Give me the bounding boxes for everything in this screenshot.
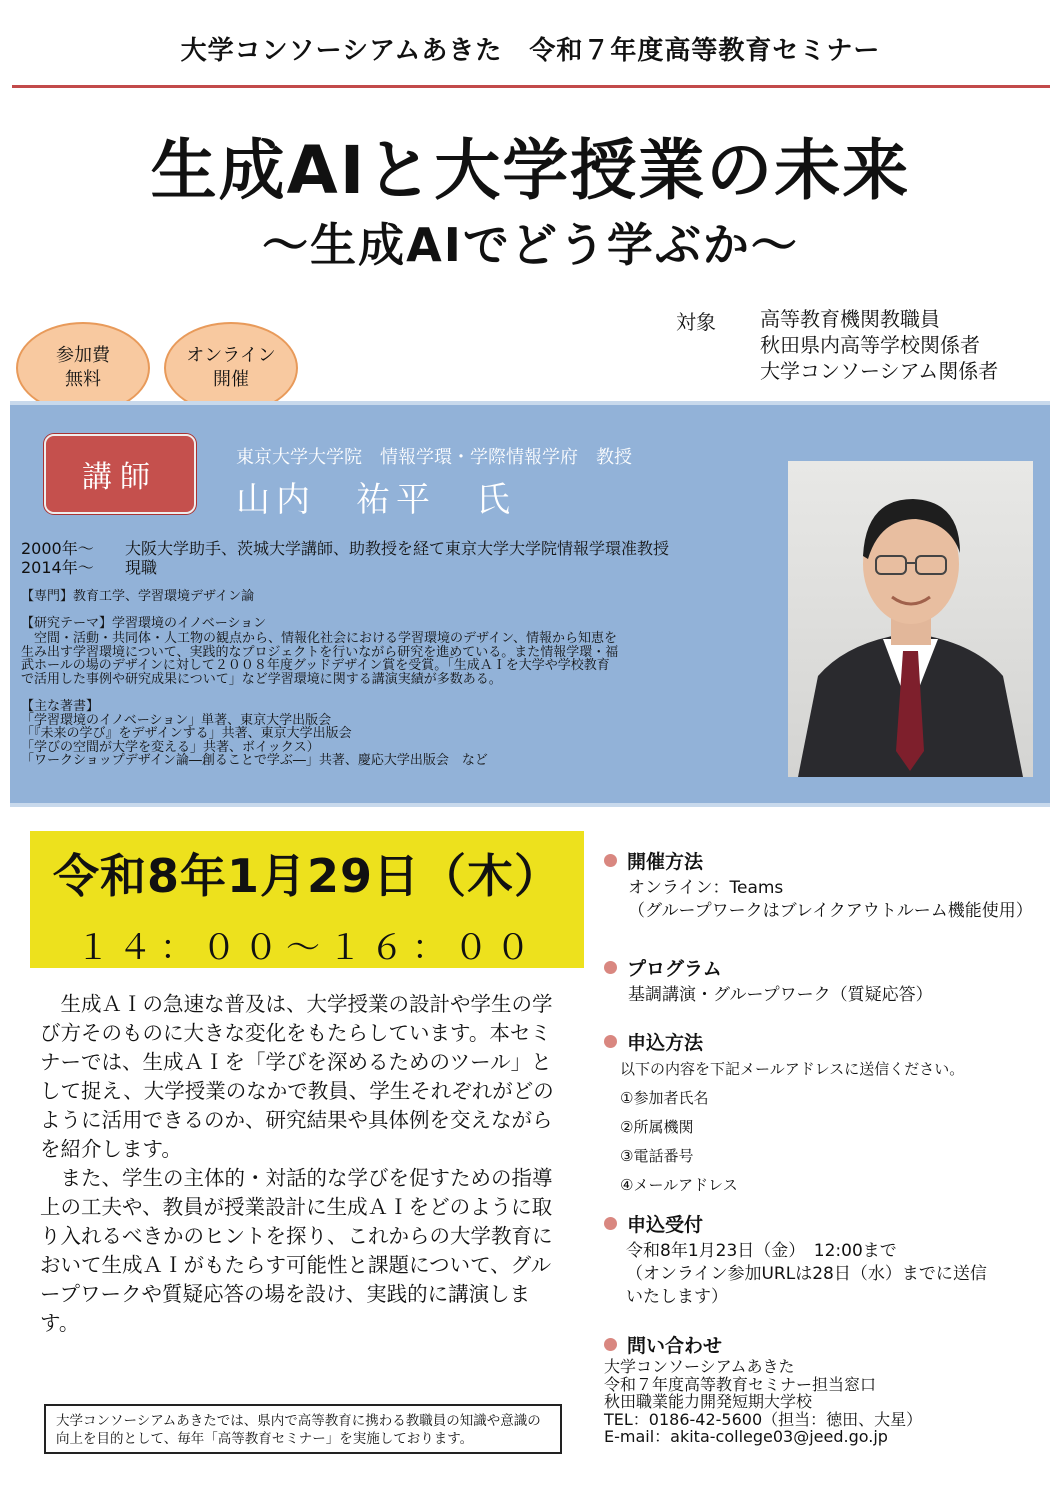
career-text: 大阪大学助手、茨城大学講師、助教授を経て東京大学大学院情報学環准教授 [125, 539, 670, 558]
online-badge: オンライン 開催 [164, 322, 298, 414]
section-line: （グループワークはブレイクアウトルーム機能使用） [628, 901, 1033, 921]
book-item: 「学習環境のイノベーション」単著、東京大学出版会 [21, 712, 332, 728]
bullet-icon [604, 1035, 617, 1048]
section-program-heading [604, 954, 722, 981]
section-title: 申込受付 [627, 1214, 704, 1236]
section-line: オンライン：Teams [628, 878, 784, 898]
apply-item: ④メールアドレス [620, 1176, 738, 1194]
description-paragraph: 生成ＡＩの急速な普及は、大学授業の設計や学生の学び方そのものに大きな変化をもたらしています。本セミナーでは、生成ＡＩを「学びを深めるためのツール」として捉え、大学授業のなかで教員、学生それぞれがどのように活用できるのか、研究結果や具体例を交えながらを紹介します。 [40, 992, 554, 1161]
career-year: 2014年～ [21, 558, 94, 577]
research-line: 武ホールの場のデザインに対して２００８年度グッドデザイン賞を受賞。「生成ＡＩを大学や学校教育 [21, 658, 610, 673]
lecturer-photo [788, 461, 1033, 777]
contact-line: 令和７年度高等教育セミナー担当窓口 [604, 1374, 877, 1394]
book-item: 「『未来の学び』をデザインする」共著、東京大学出版会 [21, 726, 352, 741]
contact-line: 秋田職業能力開発短期大学校 [604, 1392, 813, 1411]
contact-email[interactable]: E-mail：akita-college03@jeed.go.jp [604, 1427, 888, 1446]
research-line: 生み出す学習環境について、実践的なプロジェクトを行いながら研究を進めている。また情報学環・福 [21, 644, 619, 660]
header-rule [12, 85, 1050, 88]
section-line: いたします） [626, 1287, 728, 1307]
section-line: 令和8年1月23日（金） 12:00まで [626, 1241, 897, 1261]
lecturer-badge: 講師 [44, 434, 196, 514]
page-subtitle: ～生成AIでどう学ぶか～ [262, 218, 799, 272]
event-time: １４：００～１６：００ [76, 928, 538, 968]
bullet-icon [604, 854, 617, 867]
bullet-icon [604, 1217, 617, 1230]
page-title: 生成AIと大学授業の未来 [150, 132, 911, 209]
career-text: 現職 [125, 558, 158, 577]
target-item: 秋田県内高等学校関係者 [760, 333, 980, 357]
research-title: 【研究テーマ】学習環境のイノベーション [21, 616, 267, 631]
lecturer-affiliation: 東京大学大学院 情報学環・学際情報学府 教授 [236, 447, 632, 468]
section-program-body [628, 984, 933, 1007]
target-label: 対象 [676, 310, 716, 334]
apply-item: ①参加者氏名 [620, 1089, 709, 1107]
description-paragraph: また、学生の主体的・対話的な学びを促すための指導上の工夫や、教員が授業設計に生成ＡＩをどのように取り入れるべきかのヒントを探り、これからの大学教育において生成ＡＩがもたらす可能性と課題について、グループワークや質疑応答の場を設け、実践的に講演します。 [40, 1166, 553, 1335]
section-apply-items [620, 1084, 738, 1200]
section-contact-heading [604, 1331, 722, 1358]
apply-item: ③電話番号 [620, 1147, 694, 1165]
target-list [760, 306, 998, 384]
apply-item: ②所属機関 [620, 1118, 694, 1136]
research-line: で活用した事例や研究成果について」など学習環境に関する講演実績が多数ある。 [21, 671, 502, 687]
target-item: 高等教育機関教職員 [760, 307, 940, 331]
section-line: （オンライン参加URLは28日（水）までに送信 [626, 1264, 987, 1284]
note-box: 大学コンソーシアムあきたでは、県内で高等教育に携わる教職員の知識や意識の向上を目的として、毎年「高等教育セミナー」を実施しております。 [44, 1404, 562, 1454]
section-contact-body [604, 1358, 922, 1446]
lecturer-name: 山内 祐平 氏 [236, 480, 516, 520]
target-item: 大学コンソーシアム関係者 [760, 359, 999, 383]
section-title: 開催方法 [627, 851, 704, 873]
contact-line: TEL：0186-42-5600（担当：徳田、大星） [604, 1409, 923, 1429]
bullet-icon [604, 961, 617, 974]
section-deadline-heading [604, 1210, 703, 1237]
event-date: 令和8年1月29日（木） [52, 849, 562, 903]
bullet-icon [604, 1338, 617, 1351]
fee-badge: 参加費 無料 [16, 322, 150, 414]
section-deadline-body [626, 1240, 987, 1309]
contact-line: 大学コンソーシアムあきた [604, 1357, 795, 1376]
section-method-body [628, 877, 1033, 923]
career-year: 2000年～ [21, 539, 94, 558]
book-item: 「学びの空間が大学を変える」共著、ボイックス） [21, 739, 320, 755]
career-row [21, 539, 669, 558]
section-method-heading [604, 847, 703, 874]
section-title: 問い合わせ [627, 1335, 723, 1357]
books-title: 【主な著書】 [21, 699, 100, 714]
description [40, 990, 560, 1338]
section-title: 申込方法 [627, 1032, 704, 1054]
research-line: 空間・活動・共同体・人工物の観点から、情報化社会における学習環境のデザイン、情報から知恵を [21, 631, 618, 646]
specialty: 【専門】教育工学、学習環境デザイン論 [21, 589, 255, 604]
section-title: プログラム [627, 958, 722, 980]
section-apply-heading [604, 1028, 703, 1055]
lecturer-portrait-icon [788, 461, 1033, 777]
header-line: 大学コンソーシアムあきた 令和７年度高等教育セミナー [180, 36, 881, 66]
book-item: 「ワークショップデザイン論―創ることで学ぶ―」共著、慶応大学出版会 など [21, 753, 488, 768]
section-apply-intro: 以下の内容を下記メールアドレスに送信ください。 [620, 1060, 965, 1078]
section-line: 基調講演・グループワーク（質疑応答） [628, 985, 933, 1005]
career-row [21, 558, 157, 577]
